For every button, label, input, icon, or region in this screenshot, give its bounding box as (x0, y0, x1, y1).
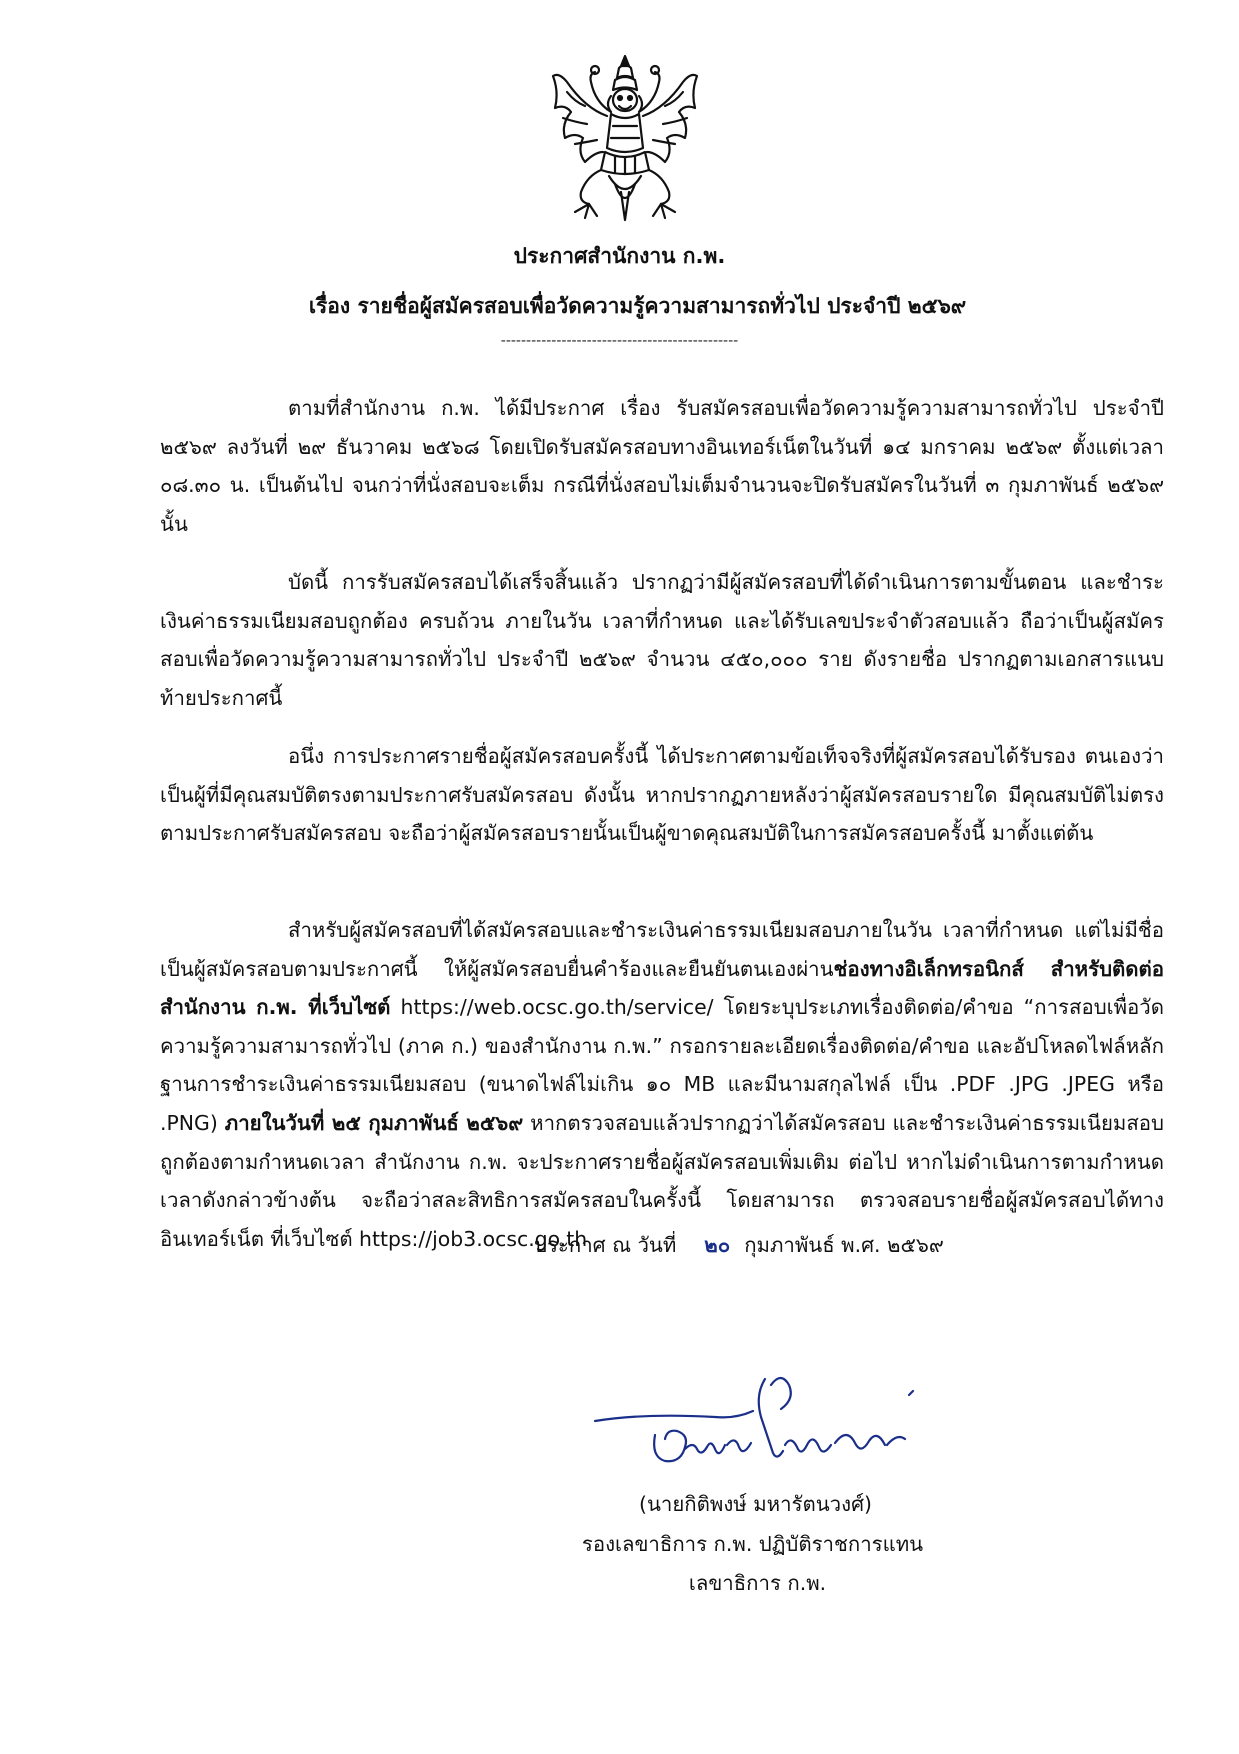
announcement-title: ประกาศสำนักงาน ก.พ. (513, 244, 726, 268)
announcement-date (534, 1229, 944, 1261)
date-prefix: ประกาศ ณ วันที่ (534, 1233, 677, 1257)
date-day: ๒๐ (704, 1233, 731, 1257)
garuda-emblem-icon (545, 52, 705, 224)
signer-position-2: เลขาธิการ ก.พ. (688, 1571, 827, 1595)
body-paragraph-3: อนึ่ง การประกาศรายชื่อผู้สมัครสอบครั้งนี้ ได้ประกาศตามข้อเท็จจริงที่ผู้สมัครสอบได้รับรอง ตนเองว่าเป็นผู้ที่มีคุณสมบัติตรงตามประกาศรับสมัครสอบ ดังนั้น หากปรากฏภายหลังว่าผู้สมัครสอบรายใด มีคุณสมบัติไม่ตรงตามประกาศรับสมัครสอบ จะถือว่าผู้สมัครสอบรายนั้นเป็นผู้ขาดคุณสมบัติในการสมัครสอบครั้งนี้ มาตั้งแต่ต้น (160, 744, 1164, 846)
body-paragraph-2: บัดนี้ การรับสมัครสอบได้เสร็จสิ้นแล้ว ปรากฏว่ามีผู้สมัครสอบที่ได้ดำเนินการตามขั้นตอน และชำระเงินค่าธรรมเนียมสอบถูกต้อง ครบถ้วน ภายในวัน เวลาที่กำหนด และได้รับเลขประจำตัวสอบแล้ว ถือว่าเป็นผู้สมัครสอบเพื่อวัดความรู้ความสามารถทั่วไป ประจำปี ๒๕๖๙ จำนวน ๔๕๐,๐๐๐ ราย ดังรายชื่อ ปรากฏตามเอกสารแนบท้ายประกาศนี้ (160, 570, 1164, 710)
signer-position: รองเลขาธิการ ก.พ. ปฏิบัติราชการแทน (581, 1532, 924, 1556)
title-divider: ----------------------------------------------- (500, 333, 739, 349)
paragraph-4-text-c: https://web.ocsc.go.th/service/ โดยระบุประเภทเรื่องติดต่อ/คำขอ “การสอบเพื่อวัดความรู้ความสามารถทั่วไป (ภาค ก.) ของสำนักงาน ก.พ.” กรอกรายละเอียดเรื่องติดต่อ/คำขอ และอัปโหลดไฟล์หลักฐานการชำระเงินค่าธรรมเนียมสอบ (ขนาดไฟล์ไม่เกิน ๑๐ MB และมีนามสกุลไฟล์ เป็น .PDF .JPG .JPEG หรือ .PNG) (160, 995, 1164, 1135)
signer-name: (นายกิติพงษ์ มหารัตนวงศ์) (639, 1492, 872, 1516)
announcement-subject: เรื่อง รายชื่อผู้สมัครสอบเพื่อวัดความรู้ความสามารถทั่วไป ประจำปี ๒๕๖๙ (308, 294, 967, 318)
body-paragraph-1: ตามที่สำนักงาน ก.พ. ได้มีประกาศ เรื่อง รับสมัครสอบเพื่อวัดความรู้ความสามารถทั่วไป ประจำปี ๒๕๖๙ ลงวันที่ ๒๙ ธันวาคม ๒๕๖๘ โดยเปิดรับสมัครสอบทางอินเทอร์เน็ตในวันที่ ๑๔ มกราคม ๒๕๖๙ ตั้งแต่เวลา ๐๘.๓๐ น. เป็นต้นไป จนกว่าที่นั่งสอบจะเต็ม กรณีที่นั่งสอบไม่เต็มจำนวนจะปิดรับสมัครในวันที่ ๓ กุมภาพันธ์ ๒๕๖๙ นั้น (160, 396, 1164, 536)
deadline-emphasis: ภายในวันที่ ๒๕ กุมภาพันธ์ ๒๕๖๙ (224, 1110, 524, 1135)
body-paragraph-4 (160, 911, 1164, 1258)
handwritten-signature (585, 1365, 925, 1475)
electronic-channel-emphasis: ช่องทางอิเล็กทรอนิกส์ สำหรับติดต่อสำนักงาน ก.พ. ที่เว็บไซต์ (160, 956, 1164, 1020)
paragraph-4-text-a: สำหรับผู้สมัครสอบที่ได้สมัครสอบและชำระเงินค่าธรรมเนียมสอบภายในวัน เวลาที่กำหนด แต่ไม่มีชื่อ เป็นผู้สมัครสอบตามประกาศนี้ ให้ผู้สมัครสอบยื่นคำร้องและยืนยันตนเองผ่าน (160, 918, 1164, 981)
paragraph-4-text-e: หากตรวจสอบแล้วปรากฏว่าได้สมัครสอบ และชำระเงินค่าธรรมเนียมสอบถูกต้องตามกำหนดเวลา สำนักงาน ก.พ. จะประกาศรายชื่อผู้สมัครสอบเพิ่มเติม ต่อไป หากไม่ดำเนินการตามกำหนดเวลาดังกล่าวข้างต้น จะถือว่าสละสิทธิการสมัครสอบในครั้งนี้ โดยสามารถ ตรวจสอบรายชื่อผู้สมัครสอบได้ทางอินเทอร์เน็ต ที่เว็บไซต์ https://job3.ocsc.go.th (160, 1110, 1164, 1251)
date-suffix: กุมภาพันธ์ พ.ศ. ๒๕๖๙ (744, 1233, 944, 1257)
